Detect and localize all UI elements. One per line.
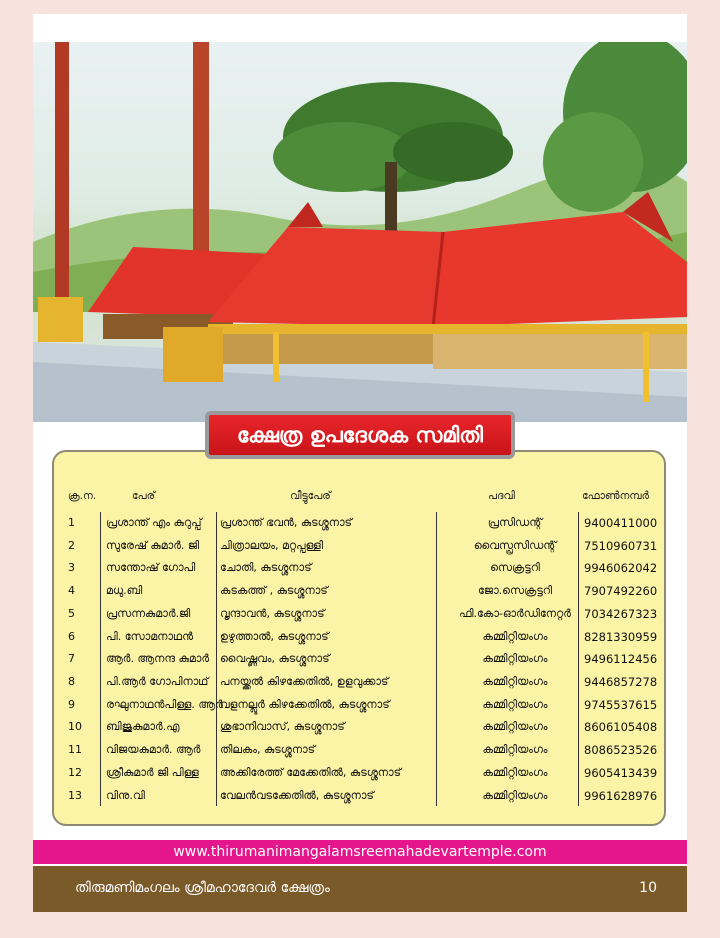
cell-house: തിലകം, കുടശ്ശനാട് <box>220 743 316 756</box>
table-row <box>54 580 668 602</box>
cell-house: ഉഴുത്താൽ, കുടശ്ശനാട് <box>220 630 329 643</box>
temple-photo <box>33 42 687 422</box>
header-position: പദവി <box>488 490 515 502</box>
footer-bar <box>33 866 687 912</box>
cell-phone: 7510960731 <box>584 539 658 553</box>
cell-name: പി. സോമനാഥൻ <box>106 630 194 643</box>
table-row <box>54 626 668 648</box>
cell-serial: 6 <box>68 630 75 643</box>
table-row <box>54 557 668 579</box>
cell-name: വിജയകുമാർ. ആർ <box>106 743 201 756</box>
table-row <box>54 535 668 557</box>
cell-name: പി.ആർ ഗോപിനാഥ് <box>106 675 209 688</box>
cell-serial: 5 <box>68 607 75 620</box>
cell-position: പ്രസിഡന്റ് <box>487 516 543 529</box>
cell-name: ശ്രീകുമാർ ജി പിള്ള <box>106 766 199 779</box>
cell-name: രഘുനാഥൻപിള്ള. ആർ <box>106 698 223 711</box>
cell-house: പനയ്ക്കൽ കിഴക്കേതിൽ, ഉളവുക്കാട് <box>220 675 389 688</box>
cell-name: പ്രസന്നകുമാർ.ജി <box>106 607 191 620</box>
cell-serial: 10 <box>68 720 82 733</box>
cell-phone: 9961628976 <box>584 789 658 803</box>
table-row <box>54 671 668 693</box>
cell-house: വൈഷ്ണവം, കുടശ്ശനാട് <box>220 652 330 665</box>
cell-position: കമ്മിറ്റിയംഗം <box>482 675 548 688</box>
footer-temple-name: തിരുമണിമംഗലം ശ്രീമഹാദേവർ ക്ഷേത്രം <box>75 880 330 896</box>
cell-house: അക്കിരേത്ത് മേക്കേതിൽ, കുടശ്ശനാട് <box>220 766 402 779</box>
cell-phone: 7907492260 <box>584 584 658 598</box>
cell-position: ഫി.കോ-ഓർഡിനേറ്റർ <box>458 607 572 620</box>
cell-serial: 1 <box>68 516 75 529</box>
cell-house: പ്രശാന്ത് ഭവൻ, കുടശ്ശനാട് <box>220 516 352 529</box>
cell-phone: 9496112456 <box>584 652 658 666</box>
cell-serial: 7 <box>68 652 75 665</box>
cell-position: കമ്മിറ്റിയംഗം <box>482 766 548 779</box>
table-row <box>54 739 668 761</box>
cell-name: പ്രശാന്ത് എം കുറുപ്പ് <box>106 516 202 529</box>
cell-phone: 9745537615 <box>584 698 658 712</box>
cell-house: ചോതി, കുടശ്ശനാട് <box>220 561 312 574</box>
committee-table <box>52 450 666 826</box>
table-row <box>54 762 668 784</box>
cell-serial: 2 <box>68 539 75 552</box>
header-house: വീട്ടുപേര് <box>290 490 331 502</box>
cell-phone: 8281330959 <box>584 630 658 644</box>
table-row <box>54 716 668 738</box>
cell-phone: 9446857278 <box>584 675 658 689</box>
cell-phone: 8606105408 <box>584 720 658 734</box>
cell-serial: 13 <box>68 789 82 802</box>
cell-name: ആർ. ആനന്ദ കുമാർ <box>106 652 210 665</box>
header-name: പേര് <box>132 490 156 502</box>
header-serial: ക്ര.ന. <box>68 490 97 502</box>
cell-name: മധു.ബി <box>106 584 143 597</box>
cell-serial: 4 <box>68 584 75 597</box>
cell-serial: 12 <box>68 766 82 779</box>
cell-house: വൃന്ദാവൻ, കുടശ്ശനാട് <box>220 607 325 620</box>
cell-serial: 11 <box>68 743 82 756</box>
cell-house: വേലൻവടക്കേതിൽ, കുടശ്ശനാട് <box>220 789 374 802</box>
brochure-page <box>33 14 687 912</box>
header-phone: ഫോൺനമ്പർ <box>582 490 649 502</box>
committee-title-banner: ക്ഷേത്ര ഉപദേശക സമിതി <box>205 411 515 459</box>
cell-position: കമ്മിറ്റിയംഗം <box>482 630 548 643</box>
table-row <box>54 785 668 807</box>
table-row <box>54 603 668 625</box>
cell-position: ജോ.സെക്രട്ടറി <box>477 584 553 597</box>
website-link[interactable]: www.thirumanimangalamsreemahadevartemple.com <box>173 844 547 860</box>
cell-serial: 8 <box>68 675 75 688</box>
cell-position: കമ്മിറ്റിയംഗം <box>482 720 548 733</box>
table-row <box>54 694 668 716</box>
cell-position: വൈസ്പ്രസിഡന്റ് <box>473 539 557 552</box>
cell-position: സെക്രട്ടറി <box>490 561 540 574</box>
page-number: 10 <box>639 880 657 896</box>
cell-phone: 8086523526 <box>584 743 658 757</box>
cell-phone: 9400411000 <box>584 516 658 530</box>
cell-house: വളനല്ലൂർ കിഴക്കേതിൽ, കുടശ്ശനാട് <box>220 698 390 711</box>
cell-phone: 7034267323 <box>584 607 658 621</box>
cell-house: ചിത്രാലയം, മറ്റപ്പള്ളി <box>220 539 324 552</box>
cell-position: കമ്മിറ്റിയംഗം <box>482 698 548 711</box>
cell-phone: 9946062042 <box>584 561 658 575</box>
cell-name: വിനു.വി <box>106 789 145 802</box>
table-row <box>54 648 668 670</box>
cell-house: ശുഭാനിവാസ്, കുടശ്ശനാട് <box>220 720 345 733</box>
cell-name: സുരേഷ് കുമാർ. ജി <box>106 539 200 552</box>
cell-phone: 9605413439 <box>584 766 658 780</box>
table-row <box>54 512 668 534</box>
cell-position: കമ്മിറ്റിയംഗം <box>482 652 548 665</box>
website-bar <box>33 840 687 864</box>
cell-serial: 3 <box>68 561 75 574</box>
cell-position: കമ്മിറ്റിയംഗം <box>482 789 548 802</box>
cell-position: കമ്മിറ്റിയംഗം <box>482 743 548 756</box>
cell-name: ബിജുകുമാർ.എ <box>106 720 180 733</box>
temple-illustration <box>33 42 687 422</box>
cell-name: സന്തോഷ് ഗോപി <box>106 561 196 574</box>
cell-house: കടകത്ത് , കുടശ്ശനാട് <box>220 584 328 597</box>
cell-serial: 9 <box>68 698 75 711</box>
